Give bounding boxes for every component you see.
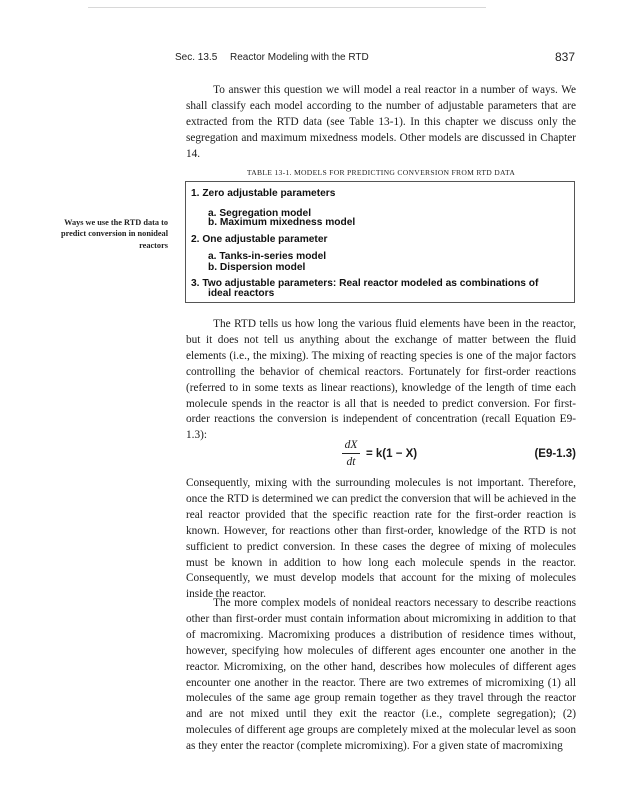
table-item-1a: a. Segregation model — [208, 208, 312, 219]
paragraph-intro: To answer this question we will model a real reactor in a number of ways. We shall classify each model according to the number of adjustable parameters that are extracted from the RTD data (see Table 13-1). In this chapter we discuss only the segregation and maximum mixedness models. Other models are discussed in Chapter 14. — [186, 84, 576, 160]
page-number: 837 — [555, 50, 576, 64]
paragraph-micromixing: The more complex models of nonideal reactors necessary to describe reactions other than first-order must contain information about micromixing in addition to that of macromixing. Macromixing produces a distribution of residence times without, however, specifying how molecules of different ages encounter one another in the reactor. Micromixing, on the other hand, describes how molecules of different ages encounter one another in the reactor. There are two extremes of micromixing (1) all molecules of the same age group remain together as they travel through the reactor and are not mixed until they exit the reactor (i.e., complete segregation); (2) molecules of different age groups are completely mixed at the molecular level as soon as they enter the reactor (complete micromixing). For a given state of macromixing — [186, 597, 576, 753]
equation-fraction — [342, 439, 360, 468]
equation-denominator: dt — [346, 456, 356, 468]
margin-note: Ways we use the RTD data to predict conversion in nonideal reactors — [60, 218, 168, 250]
fraction-bar — [342, 453, 360, 454]
equation-rhs: = k(1 − X) — [366, 448, 418, 460]
table-item-2: 2. One adjustable parameter — [191, 234, 328, 245]
table-item-2b: b. Dispersion model — [208, 262, 306, 273]
equation-number: (E9-1.3) — [534, 448, 576, 460]
models-table — [185, 181, 575, 303]
top-rule — [88, 7, 486, 8]
table-item-2a: a. Tanks-in-series model — [208, 251, 327, 262]
table-item-1b: b. Maximum mixedness model — [208, 217, 356, 228]
equation-e9-1-3 — [186, 439, 576, 471]
running-title: Reactor Modeling with the RTD — [230, 52, 369, 63]
table-item-3-line1: 3. Two adjustable parameters: Real reactor modeled as combinations of — [191, 278, 539, 289]
table-caption: TABLE 13-1. MODELS FOR PREDICTING CONVERSION FROM RTD DATA — [246, 168, 516, 177]
section-label: Sec. 13.5 — [175, 52, 218, 63]
table-item-3-line2: ideal reactors — [208, 288, 275, 299]
paragraph-consequently: Consequently, mixing with the surrounding molecules is not important. Therefore, once the RTD is determined we can predict the conversion that will be achieved in the real reactor provided that the specific reaction rate for the first-order reaction is known. However, for reactions other than first-order, knowledge of the RTD is not sufficient to predict conversion. In these cases the degree of mixing of molecules must be known in addition to how long each molecule spends in the reactor. Consequently, we must develop models that account for the mixing of molecules inside the reactor. — [186, 477, 576, 601]
table-item-1: 1. Zero adjustable parameters — [191, 188, 336, 199]
equation-numerator: dX — [344, 439, 358, 451]
paragraph-rtd: The RTD tells us how long the various fluid elements have been in the reactor, but it does not tell us anything about the exchange of matter between the fluid elements (i.e., the mixing). The mixing of reacting species is one of the major factors controlling the behavior of chemical reactors. Fortunately for first-order reactions (referred to in some texts as linear reactions), knowledge of the length of time each molecule spends in the reactor is all that is needed to predict conversion. For first-order reactions the conversion is independent of concentration (recall Equation E9-1.3): — [186, 318, 576, 442]
